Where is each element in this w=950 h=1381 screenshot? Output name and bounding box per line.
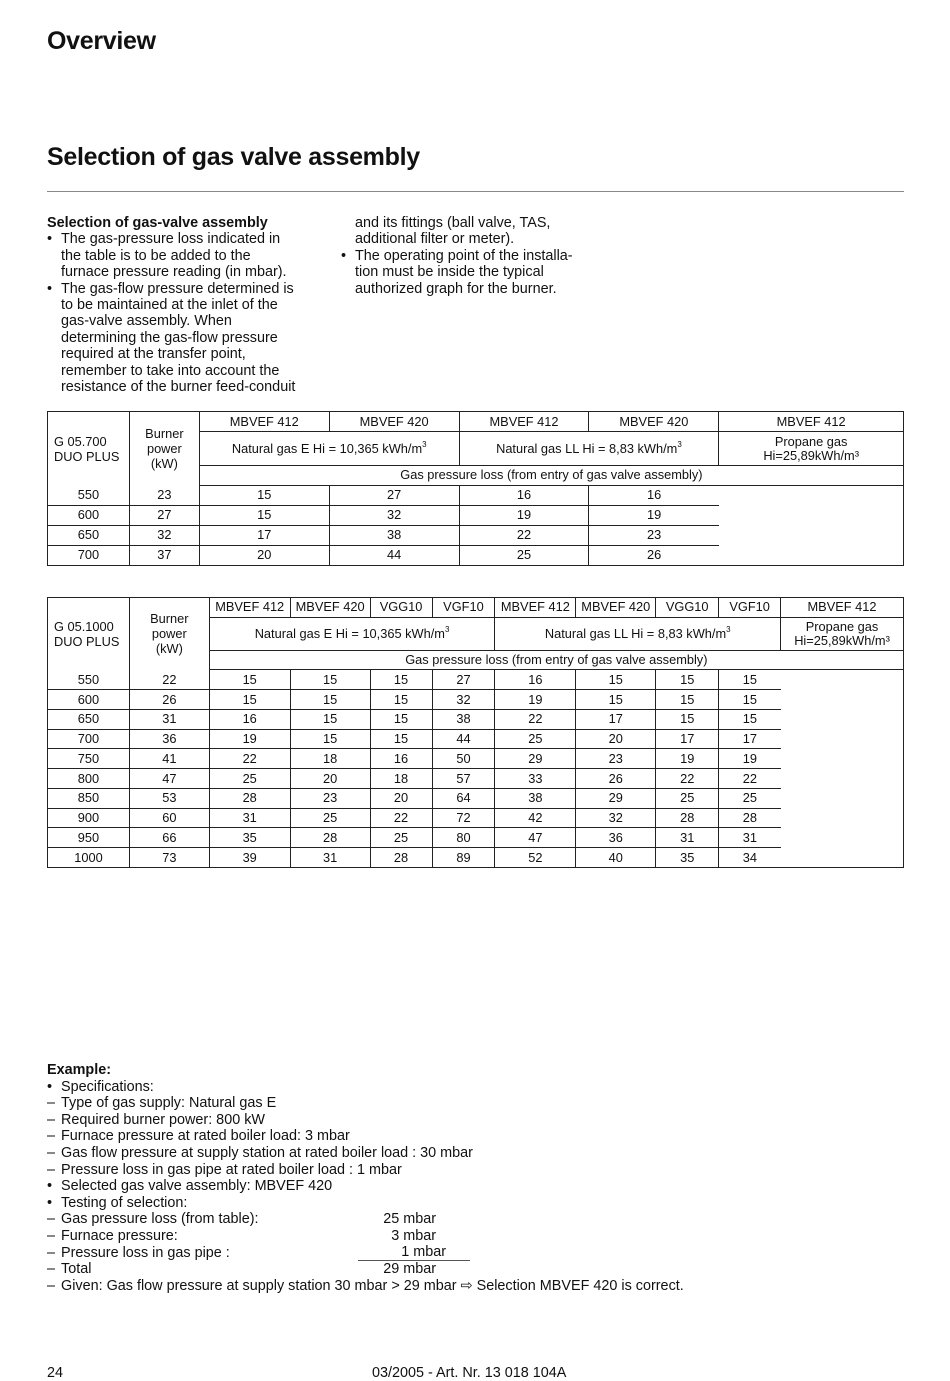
pressure-loss-cell: 44: [329, 545, 459, 565]
example-line-text: Type of gas supply: Natural gas E: [61, 1095, 277, 1112]
intro-line-text: furnace pressure reading (in mbar).: [61, 264, 287, 281]
valve-header: MBVEF 420: [329, 412, 459, 432]
pressure-loss-cell: 31: [656, 828, 719, 848]
pressure-loss-cell: 17: [199, 525, 329, 545]
pressure-loss-cell: 39: [209, 848, 290, 868]
pressure-loss-cell: 19: [209, 729, 290, 749]
example-line-text: Furnace pressure:: [61, 1227, 178, 1244]
pressure-loss-cell: 28: [209, 788, 290, 808]
valve-header: VGF10: [719, 598, 781, 618]
burner-model-cell: [48, 412, 130, 486]
pressure-loss-cell: 16: [495, 670, 576, 690]
table-row: [48, 828, 904, 848]
dash-mark: –: [47, 1128, 56, 1145]
valve-header: VGG10: [370, 598, 432, 618]
pressure-loss-cell: 15: [370, 690, 432, 710]
table-row: [48, 769, 904, 789]
pressure-loss-cell: 15: [290, 709, 370, 729]
dash-mark: –: [47, 1211, 56, 1228]
burner-model-line: DUO PLUS: [54, 633, 120, 649]
intro-line: [341, 264, 611, 280]
example-line: [47, 1162, 907, 1179]
example-line-value: 1 mbar: [358, 1245, 470, 1261]
example-line-text: Total: [61, 1261, 92, 1278]
burner-power-cell: 900: [48, 808, 130, 828]
pressure-loss-cell: 32: [576, 808, 656, 828]
table-row: [48, 709, 904, 729]
valve-header: VGG10: [656, 598, 719, 618]
pressure-loss-cell: 15: [290, 729, 370, 749]
pressure-loss-cell: 15: [719, 670, 781, 690]
pressure-loss-cell: 25: [370, 828, 432, 848]
intro-line-text: determining the gas-flow pressure: [61, 329, 278, 346]
pressure-loss-cell: 16: [209, 709, 290, 729]
table-row: [48, 505, 904, 525]
burner-power-cell: 550: [48, 485, 130, 505]
valve-header: MBVEF 412: [199, 412, 329, 432]
example-line-text: Required burner power: 800 kW: [61, 1111, 265, 1128]
pressure-loss-cell: 20: [290, 769, 370, 789]
dash-mark: –: [47, 1261, 56, 1278]
intro-line: [47, 363, 327, 379]
example-line: [47, 1261, 907, 1278]
example-line-text: Pressure loss in gas pipe at rated boiler load : 1 mbar: [61, 1161, 402, 1178]
example-line: [47, 1079, 907, 1096]
pressure-loss-cell: 16: [459, 485, 589, 505]
intro-line: [47, 231, 327, 247]
pressure-loss-cell: 23: [129, 485, 199, 505]
pressure-loss-header: Gas pressure loss (from entry of gas valve assembly): [209, 651, 903, 670]
pressure-loss-cell: 25: [290, 808, 370, 828]
valve-header: MBVEF 420: [589, 412, 719, 432]
pressure-loss-cell: 20: [576, 729, 656, 749]
example-heading: Example:: [47, 1062, 111, 1078]
example-line: [47, 1245, 907, 1262]
gas-type-header: Natural gas LL Hi = 8,83 kWh/$m^3$: [495, 617, 781, 650]
pressure-loss-cell: 40: [576, 848, 656, 868]
burner-power-cell: 700: [48, 545, 130, 565]
intro-line-text: additional filter or meter).: [355, 231, 515, 248]
pressure-loss-cell: 22: [459, 525, 589, 545]
pressure-loss-cell: 38: [432, 709, 495, 729]
pressure-loss-cell: 15: [209, 690, 290, 710]
pressure-loss-cell: 22: [495, 709, 576, 729]
pressure-loss-cell: 52: [495, 848, 576, 868]
dash-mark: –: [47, 1277, 56, 1294]
table-row: [48, 848, 904, 868]
pressure-loss-cell: 47: [129, 769, 209, 789]
example-line-text: Specifications:: [61, 1078, 154, 1095]
intro-line-text: and its fittings (ball valve, TAS,: [355, 215, 551, 231]
intro-line: [47, 379, 327, 395]
intro-column-1: [47, 215, 327, 395]
pressure-loss-cell: 15: [199, 505, 329, 525]
pressure-loss-cell: 20: [199, 545, 329, 565]
pressure-loss-cell: 66: [129, 828, 209, 848]
example-line: [47, 1178, 907, 1195]
intro-heading: Selection of gas-valve assembly: [47, 215, 268, 231]
dash-mark: –: [47, 1161, 56, 1178]
valve-header: MBVEF 420: [576, 598, 656, 618]
bullet-mark: •: [47, 231, 53, 248]
intro-line-text: authorized graph for the burner.: [355, 280, 557, 297]
gas-type-header: Natural gas E Hi = 10,365 kWh/$m^3$: [199, 432, 459, 466]
pressure-loss-cell: 20: [370, 788, 432, 808]
pressure-loss-cell: 41: [129, 749, 209, 769]
burner-model-line: G 05.700: [54, 433, 107, 449]
pressure-loss-cell: 34: [742, 849, 757, 865]
pressure-loss-cell: 37: [129, 545, 199, 565]
pressure-loss-cell: 15: [370, 729, 432, 749]
example-line-value: 29 mbar: [383, 1261, 436, 1278]
pressure-loss-cell: 15: [290, 670, 370, 690]
intro-line-text: to be maintained at the inlet of the: [61, 297, 278, 314]
dash-mark: –: [47, 1095, 56, 1112]
pressure-loss-cell: 15: [656, 709, 719, 729]
pressure-loss-cell: 28: [719, 808, 781, 828]
pressure-loss-cell: 31: [719, 828, 781, 848]
table-row: [48, 485, 904, 505]
burner-model-cell: [48, 598, 130, 670]
pressure-loss-cell: 15: [719, 690, 781, 710]
intro-line-text: the table is to be added to the: [61, 247, 251, 264]
pressure-loss-cell: 35: [209, 828, 290, 848]
pressure-loss-cell: 31: [290, 848, 370, 868]
section-title: Overview: [47, 27, 156, 55]
intro-line: [341, 281, 611, 297]
pressure-loss-cell: 72: [432, 808, 495, 828]
burner-power-cell: 650: [48, 525, 130, 545]
pressure-loss-cell: 28: [290, 828, 370, 848]
page-title: Selection of gas valve assembly: [47, 143, 420, 171]
gas-type-header: [719, 432, 904, 466]
pressure-loss-cell: 32: [432, 690, 495, 710]
intro-line-text: The operating point of the installa-: [355, 247, 573, 264]
burner-power-cell: 700: [48, 729, 130, 749]
dash-mark: –: [47, 1111, 56, 1128]
burner-power-cell: 850: [48, 788, 130, 808]
pressure-loss-cell: 25: [209, 769, 290, 789]
pressure-loss-cell: 60: [129, 808, 209, 828]
valve-header: VGF10: [432, 598, 495, 618]
pressure-loss-cell: 25: [719, 788, 781, 808]
intro-line: [341, 215, 611, 231]
pressure-loss-cell: 35: [656, 848, 719, 868]
burner-power-header-line: (kW): [155, 641, 183, 657]
arrow-right-icon: ⇨: [460, 1277, 473, 1294]
pressure-loss-cell: 22: [656, 769, 719, 789]
page-number: 24: [47, 1365, 64, 1381]
pressure-loss-cell: 25: [495, 729, 576, 749]
valve-header: MBVEF 412: [459, 412, 589, 432]
pressure-loss-cell: 38: [329, 525, 459, 545]
burner-power-header: [129, 598, 209, 670]
table-row: [48, 545, 904, 565]
burner-power-cell: 800: [48, 769, 130, 789]
gas-valve-table-g05-1000: [47, 597, 904, 868]
intro-line: [47, 264, 327, 280]
table-row: [48, 729, 904, 749]
pressure-loss-cell: 25: [656, 788, 719, 808]
intro-line-text: tion must be inside the typical: [355, 264, 544, 281]
example-line: [47, 1128, 907, 1145]
pressure-loss-cell: 27: [329, 485, 459, 505]
gas-type-header-line: Propane gas: [805, 618, 879, 634]
gas-type-header: [781, 617, 904, 650]
table-row: [48, 749, 904, 769]
table-row: [48, 670, 904, 690]
pressure-loss-cell: 47: [495, 828, 576, 848]
valve-header: MBVEF 412: [209, 598, 290, 618]
pressure-loss-cell: 27: [129, 505, 199, 525]
pressure-loss-cell: 64: [432, 788, 495, 808]
pressure-loss-cell: 18: [290, 749, 370, 769]
burner-power-cell: 650: [48, 709, 130, 729]
pressure-loss-cell: 32: [129, 525, 199, 545]
pressure-loss-cell: 31: [209, 808, 290, 828]
pressure-loss-cell: 26: [576, 769, 656, 789]
pressure-loss-cell: 15: [209, 670, 290, 690]
pressure-loss-cell: 57: [432, 769, 495, 789]
pressure-loss-cell: 19: [589, 505, 719, 525]
pressure-loss-cell: 23: [290, 788, 370, 808]
gas-type-header-line: Propane gas: [774, 433, 848, 449]
pressure-loss-cell: 29: [495, 749, 576, 769]
gas-type-header: Natural gas LL Hi = 8,83 kWh/$m^3$: [459, 432, 719, 466]
pressure-loss-cell: 15: [576, 670, 656, 690]
burner-power-header-line: Burner: [150, 611, 189, 627]
intro-line: [341, 231, 611, 247]
pressure-loss-cell: 28: [656, 808, 719, 828]
conclusion-result: Selection MBVEF 420 is correct.: [476, 1277, 684, 1294]
example-line: [47, 1145, 907, 1162]
gas-type-header-line: Hi=25,89kWh/m³: [794, 632, 890, 648]
pressure-loss-cell: 73: [129, 848, 209, 868]
burner-power-header-line: power: [151, 626, 187, 642]
pressure-loss-cell: 32: [329, 505, 459, 525]
dash-mark: –: [47, 1227, 56, 1244]
intro-line: [341, 248, 611, 264]
intro-line-text: remember to take into account the: [61, 362, 280, 379]
pressure-loss-cell: 15: [370, 670, 432, 690]
pressure-loss-cell: 19: [495, 690, 576, 710]
burner-power-cell: 600: [48, 690, 130, 710]
pressure-loss-cell: 17: [719, 729, 781, 749]
burner-power-header-line: (kW): [150, 456, 178, 472]
table-row: [48, 788, 904, 808]
example-line-value: 25 mbar: [383, 1211, 436, 1228]
intro-line: [47, 330, 327, 346]
gas-valve-table-g05-700: [47, 411, 904, 566]
pressure-loss-cell: 22: [209, 749, 290, 769]
pressure-loss-cell: 16: [589, 485, 719, 505]
pressure-loss-cell: 17: [656, 729, 719, 749]
pressure-loss-cell: 50: [432, 749, 495, 769]
example-line: [47, 1228, 907, 1245]
intro-line: [47, 346, 327, 362]
example-section: [47, 1062, 907, 1294]
pressure-loss-cell: 15: [656, 690, 719, 710]
pressure-loss-cell: 23: [576, 749, 656, 769]
example-line-text: Furnace pressure at rated boiler load: 3 mbar: [61, 1128, 350, 1145]
bullet-mark: •: [341, 247, 347, 264]
intro-line: [47, 313, 327, 329]
intro-line-text: resistance of the burner feed-conduit: [61, 379, 296, 396]
example-line: [47, 1211, 907, 1228]
pressure-loss-cell: 89: [432, 848, 495, 868]
example-line-text: Selected gas valve assembly: MBVEF 420: [61, 1178, 333, 1195]
table-row: [48, 525, 904, 545]
burner-power-cell: 550: [48, 670, 130, 690]
intro-line: [47, 248, 327, 264]
example-line: [47, 1112, 907, 1129]
example-line-text: Gas pressure loss (from table):: [61, 1211, 259, 1228]
example-line-text: Pressure loss in gas pipe :: [61, 1244, 230, 1261]
intro-line-text: The gas-flow pressure determined is: [61, 280, 294, 297]
burner-power-header-line: power: [146, 441, 182, 457]
pressure-loss-cell: 28: [370, 848, 432, 868]
example-line-text: Gas flow pressure at supply station at rated boiler load : 30 mbar: [61, 1144, 473, 1161]
bullet-mark: •: [47, 1078, 53, 1095]
burner-power-cell: 600: [48, 505, 130, 525]
pressure-loss-cell: 42: [495, 808, 576, 828]
dash-mark: –: [47, 1244, 56, 1261]
title-divider: [47, 191, 904, 192]
burner-model-line: DUO PLUS: [54, 448, 120, 464]
pressure-loss-cell: 29: [576, 788, 656, 808]
burner-power-cell: 750: [48, 749, 130, 769]
intro-line-text: The gas-pressure loss indicated in: [61, 231, 281, 248]
intro-column-2: [341, 215, 611, 297]
pressure-loss-cell: 53: [129, 788, 209, 808]
valve-header: MBVEF 412: [495, 598, 576, 618]
valve-header: MBVEF 412: [781, 598, 904, 618]
intro-line: [47, 297, 327, 313]
pressure-loss-cell: 31: [129, 709, 209, 729]
pressure-loss-cell: 38: [495, 788, 576, 808]
valve-header: MBVEF 412: [719, 412, 904, 432]
pressure-loss-cell: 44: [432, 729, 495, 749]
dash-mark: –: [47, 1144, 56, 1161]
document-reference: 03/2005 - Art. Nr. 13 018 104A: [372, 1365, 567, 1381]
pressure-loss-header: Gas pressure loss (from entry of gas valve assembly): [199, 466, 903, 486]
pressure-loss-cell: 36: [129, 729, 209, 749]
example-line-value: 3 mbar: [391, 1227, 436, 1244]
pressure-loss-cell: 22: [129, 670, 209, 690]
bullet-mark: •: [47, 1178, 53, 1195]
pressure-loss-cell: 18: [370, 769, 432, 789]
table-row: [48, 808, 904, 828]
gas-type-header: Natural gas E Hi = 10,365 kWh/$m^3$: [209, 617, 495, 650]
pressure-loss-cell: 19: [459, 505, 589, 525]
table-row: [48, 690, 904, 710]
example-line-text: Testing of selection:: [61, 1194, 188, 1211]
conclusion-text: Given: Gas flow pressure at supply station 30 mbar > 29 mbar: [61, 1277, 457, 1294]
valve-header: MBVEF 420: [290, 598, 370, 618]
pressure-loss-cell: 26: [129, 690, 209, 710]
intro-line: [47, 281, 327, 297]
bullet-mark: •: [47, 1194, 53, 1211]
intro-line-text: required at the transfer point,: [61, 346, 246, 363]
pressure-loss-cell: 15: [719, 709, 781, 729]
burner-power-cell: 950: [48, 828, 130, 848]
pressure-loss-cell: 15: [576, 690, 656, 710]
pressure-loss-cell: 26: [647, 547, 662, 563]
burner-power-header-line: Burner: [145, 426, 184, 442]
pressure-loss-cell: 15: [199, 485, 329, 505]
pressure-loss-cell: 16: [370, 749, 432, 769]
pressure-loss-cell: 23: [589, 525, 719, 545]
pressure-loss-cell: 19: [719, 749, 781, 769]
pressure-loss-cell: 33: [495, 769, 576, 789]
example-conclusion: [47, 1278, 907, 1295]
pressure-loss-cell: 15: [370, 709, 432, 729]
pressure-loss-cell: 25: [459, 545, 589, 565]
intro-line-text: gas-valve assembly. When: [61, 313, 232, 330]
example-line: [47, 1095, 907, 1112]
pressure-loss-cell: 22: [370, 808, 432, 828]
burner-power-cell: 1000: [48, 848, 130, 868]
pressure-loss-cell: 15: [656, 670, 719, 690]
bullet-mark: •: [47, 280, 53, 297]
pressure-loss-cell: 80: [432, 828, 495, 848]
pressure-loss-cell: 22: [719, 769, 781, 789]
burner-model-line: G 05.1000: [54, 618, 114, 634]
pressure-loss-cell: 27: [432, 670, 495, 690]
pressure-loss-cell: 36: [576, 828, 656, 848]
pressure-loss-cell: 15: [290, 690, 370, 710]
pressure-loss-cell: 17: [576, 709, 656, 729]
pressure-loss-cell: 19: [656, 749, 719, 769]
gas-type-header-line: Hi=25,89kWh/m³: [763, 447, 859, 463]
example-line: [47, 1195, 907, 1212]
burner-power-header: [129, 412, 199, 486]
